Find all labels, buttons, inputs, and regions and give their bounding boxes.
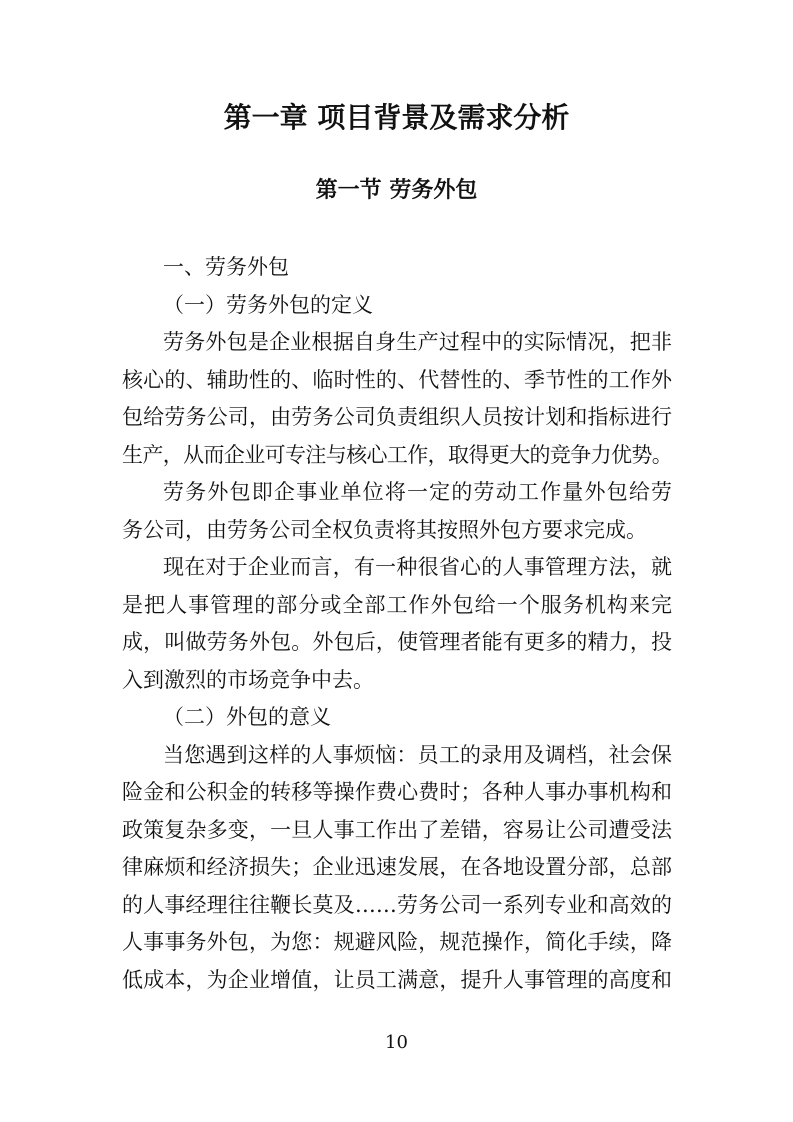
heading-level-2: （一）劳务外包的定义 bbox=[163, 292, 373, 317]
heading-level-2: （二）外包的意义 bbox=[163, 705, 331, 729]
heading-level-1: 一、劳务外包 bbox=[163, 255, 289, 279]
paragraph-line: 人事事务外包，为您：规避风险，规范操作，简化手续，降 bbox=[122, 930, 672, 954]
chapter-title: 第一章 项目背景及需求分析 bbox=[223, 101, 570, 134]
body-text bbox=[122, 249, 672, 999]
paragraph-line: 务公司，由劳务公司全权负责将其按照外包方要求完成。 bbox=[122, 517, 647, 542]
paragraph-line: 当您遇到这样的人事烦恼：员工的录用及调档，社会保 bbox=[163, 742, 672, 767]
paragraph-line: 包给劳务公司，由劳务公司负责组织人员按计划和指标进行 bbox=[122, 405, 672, 429]
paragraph-line: 险金和公积金的转移等操作费心费时；各种人事办事机构和 bbox=[122, 780, 672, 804]
paragraph-line: 生产，从而企业可专注与核心工作，取得更大的竞争力优势。 bbox=[122, 442, 672, 467]
paragraph-line: 律麻烦和经济损失；企业迅速发展，在各地设置分部，总部 bbox=[122, 855, 672, 879]
paragraph-line: 的人事经理往往鞭长莫及……劳务公司一系列专业和高效的 bbox=[122, 892, 672, 917]
paragraph-line: 政策复杂多变，一旦人事工作出了差错，容易让公司遭受法 bbox=[122, 817, 672, 842]
paragraph-line: 劳务外包是企业根据自身生产过程中的实际情况，把非 bbox=[163, 330, 672, 354]
paragraph-line: 现在对于企业而言，有一种很省心的人事管理方法，就 bbox=[163, 555, 672, 579]
paragraph-line: 是把人事管理的部分或全部工作外包给一个服务机构来完 bbox=[122, 592, 672, 617]
page-number: 10 bbox=[385, 1032, 408, 1053]
paragraph-line: 成，叫做劳务外包。外包后，使管理者能有更多的精力，投 bbox=[122, 630, 672, 654]
paragraph-line: 劳务外包即企事业单位将一定的劳动工作量外包给劳 bbox=[163, 480, 672, 504]
paragraph-line: 核心的、辅助性的、临时性的、代替性的、季节性的工作外 bbox=[122, 367, 672, 392]
paragraph-line: 低成本，为企业增值，让员工满意，提升人事管理的高度和 bbox=[122, 967, 672, 992]
paragraph-line: 入到激烈的市场竞争中去。 bbox=[122, 667, 374, 692]
section-title: 第一节 劳务外包 bbox=[315, 177, 478, 203]
